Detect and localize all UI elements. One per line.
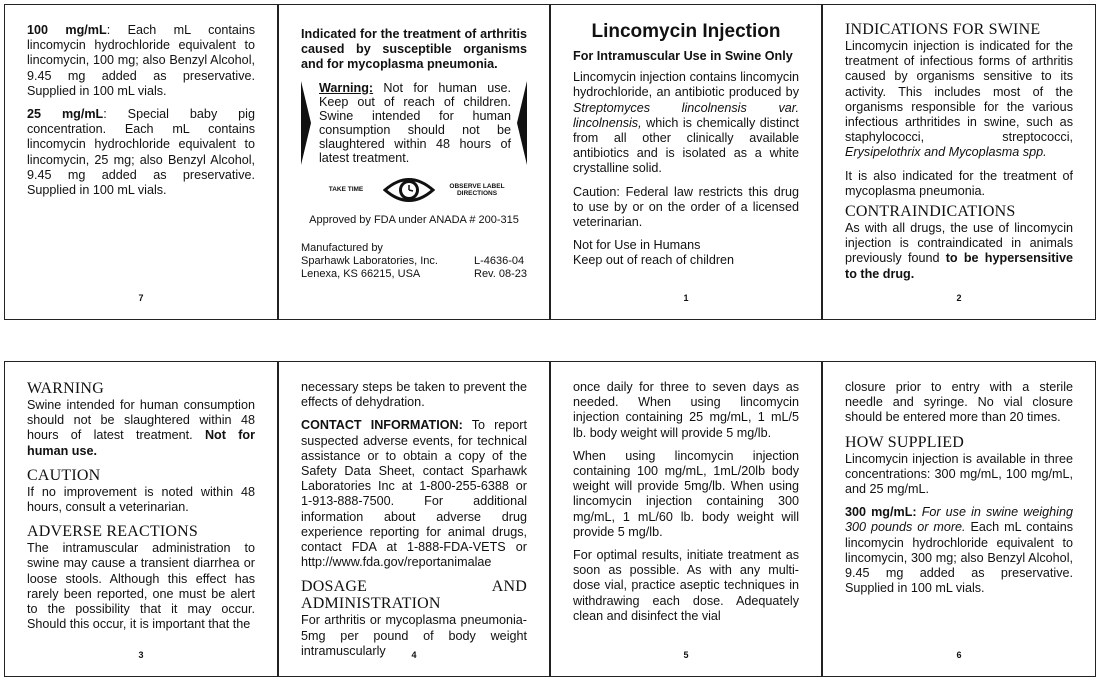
warning-right-arrow-icon bbox=[517, 81, 527, 165]
panel-7 bbox=[4, 4, 278, 320]
label-rev: Rev. 08-23 bbox=[474, 267, 527, 280]
contraindications-heading: CONTRAINDICATIONS bbox=[845, 203, 1016, 221]
panel-6 bbox=[822, 361, 1096, 677]
page-number: 4 bbox=[411, 650, 417, 660]
how-supplied-heading: HOW SUPPLIED bbox=[845, 433, 965, 451]
ind-a: Lincomycin injection is indicated for the treatment of infectious forms of arthritis caused by organisms sensitive to its activity. This includes most of the organisms responsible for the various infectious arthritides in swine, such as staphylococci, streptococci, bbox=[845, 39, 1073, 145]
adverse-heading: ADVERSE REACTIONS bbox=[27, 523, 198, 541]
panel-5 bbox=[550, 361, 822, 677]
conc-100-para bbox=[27, 23, 255, 99]
panel-7-content bbox=[27, 23, 255, 206]
contact-lead: CONTACT INFORMATION: bbox=[301, 418, 463, 433]
product-title: Lincomycin Injection bbox=[591, 21, 781, 42]
caution-heading: CAUTION bbox=[27, 466, 101, 484]
label-code-block bbox=[474, 242, 527, 281]
conc-300-lead: 300 mg/mL bbox=[845, 505, 913, 520]
dosage-para: For arthritis or mycoplasma pneumonia-5mg per pound of body weight intramuscularly bbox=[301, 613, 527, 658]
dehydration-para: necessary steps be taken to prevent the effects of dehydration. bbox=[301, 380, 527, 410]
warn-text: Swine intended for human consumption should not be slaughtered within 48 hours of latest treatment. bbox=[27, 398, 255, 443]
manufacturer-address bbox=[301, 242, 438, 281]
desc-a: Lincomycin injection contains lincomycin hydrochloride, an antibiotic produced by bbox=[573, 70, 799, 100]
mfg-name: Sparhawk Laboratories, Inc. bbox=[301, 254, 438, 267]
page-number: 5 bbox=[683, 650, 689, 660]
conc-100-lead: 100 mg/mL bbox=[27, 23, 107, 37]
conc-300-text: Each mL contains lincomycin hydrochloride equivalent to lincomycin, 300 mg; also Benzyl Alcohol, 9.45 mg added as preservative. Supplied in 100 mL vials. bbox=[845, 520, 1074, 596]
conc-25-lead: 25 mg/mL bbox=[27, 107, 104, 122]
observe-label-graphic bbox=[301, 175, 527, 205]
panel-3-content bbox=[27, 380, 255, 640]
conc-25-para bbox=[27, 107, 255, 198]
contraindications-para bbox=[845, 221, 1073, 282]
indicated-text: Indicated for the treatment of arthritis caused by susceptible organisms and for mycoplasma pneumonia. bbox=[301, 27, 527, 72]
panel-2 bbox=[822, 4, 1096, 320]
label-code: L-4636-04 bbox=[474, 254, 525, 267]
warning-para bbox=[27, 398, 255, 459]
page-number: 6 bbox=[956, 650, 962, 660]
warning-body: Not for human use. Keep out of reach of children. Swine intended for human consumption should not be slaughtered within 48 hours of latest treatment. bbox=[319, 80, 511, 165]
conc-25-text: : Special baby pig concentration. Each mL contains lincomycin hydrochloride equivalent to lincomycin, 25 mg; also Benzyl Alcohol, 9.45 mg added as preservative. Supplied in 100 mL vials. bbox=[27, 107, 255, 198]
panel-4-content bbox=[301, 380, 527, 667]
not-for-humans: Not for Use in Humans bbox=[573, 238, 701, 253]
desc-b: which is chemically distinct from all other clinically available antibiotics and is isolated as a white crystalline solid. bbox=[573, 115, 799, 176]
warning-left-arrow-icon bbox=[301, 81, 311, 165]
contact-text: To report suspected adverse events, for technical assistance or to obtain a copy of the Safety Data Sheet, contact Sparhawk Laboratories Inc at 1-800-255-6388 or 1-913-888-7500. For additional information about adverse drug experience reporting for animal drugs, contact FDA at 1-888-FDA-VETS or http://www.fda.gov/reportanimalae bbox=[301, 418, 527, 570]
contra-a: As with all drugs, the use of lincomycin injection is contraindicated in animals previously found bbox=[845, 221, 1073, 266]
fda-approval: Approved by FDA under ANADA # 200-315 bbox=[309, 213, 519, 226]
conc-300-italic: For use in swine weighing 300 pounds or more. bbox=[845, 505, 1073, 535]
caution-para: If no improvement is noted within 48 hours, consult a veterinarian. bbox=[27, 484, 255, 515]
optimal-results-para: For optimal results, initiate treatment as soon as possible. As with any multi-dose vial, practice aseptic techniques in withdrawing each dose. Adequately clean and disinfect the vial bbox=[573, 548, 799, 623]
eye-clock-icon bbox=[383, 175, 435, 205]
panel-1-content bbox=[573, 21, 799, 269]
page-number: 7 bbox=[138, 293, 144, 303]
product-subtitle: For Intramuscular Use in Swine Only bbox=[573, 49, 793, 63]
warning-text bbox=[319, 81, 511, 165]
indications-pneumonia: It is also indicated for the treatment of mycoplasma pneumonia. bbox=[845, 168, 1073, 198]
observe-label: OBSERVE LABEL DIRECTIONS bbox=[449, 182, 505, 197]
indications-heading: INDICATIONS FOR SWINE bbox=[845, 21, 1041, 38]
panel-1 bbox=[550, 4, 822, 320]
conc-100-text: : Each mL contains lincomycin hydrochloride equivalent to lincomycin, 100 mg; also Benzyl Alcohol, 9.45 mg added as preservative. Supplied in 100 mL vials. bbox=[27, 23, 255, 98]
warn-bold: Not for human use. bbox=[27, 428, 255, 458]
description-para bbox=[573, 70, 799, 176]
conc-300-colon: : bbox=[912, 505, 922, 520]
panel-8 bbox=[278, 4, 550, 320]
manufacturer-block bbox=[301, 242, 527, 281]
dosage-heading: DOSAGE AND ADMINISTRATION bbox=[301, 578, 527, 613]
indications-para bbox=[845, 39, 1073, 161]
panel-2-content bbox=[845, 21, 1073, 290]
dosage-25-para: once daily for three to seven days as needed. When using lincomycin injection containing 25 mg/mL, 1 mL/5 lb. body weight will provide 5 mg/lb. bbox=[573, 380, 799, 440]
page-number: 1 bbox=[683, 293, 689, 303]
how-supplied-para: Lincomycin injection is available in three concentrations: 300 mg/mL, 100 mg/mL, and 25 mg/mL. bbox=[845, 451, 1073, 497]
warning-lead: Warning: bbox=[319, 80, 374, 95]
desc-organism: Streptomyces lincolnensis var. lincolnensis, bbox=[573, 100, 799, 130]
adverse-para: The intramuscular administration to swine may cause a transient diarrhea or loose stools. Although this effect has rarely been reported, one must be alert to the possibility that it may occur. Should this occur, it is important that the bbox=[27, 541, 255, 632]
page-number: 2 bbox=[956, 293, 962, 303]
ind-organisms: Erysipelothrix and Mycoplasma spp. bbox=[845, 145, 1047, 160]
take-time-label: TAKE TIME bbox=[328, 186, 364, 194]
dosage-100-300-para: When using lincomycin injection containing 100 mg/mL, 1mL/20lb body weight will provide 5mg/lb. When using lincomycin injection containing 300 mg/mL, 1 mL/60 lb. body weight will provide 5 mg/lb. bbox=[573, 448, 799, 539]
contact-para bbox=[301, 418, 527, 570]
page-number: 3 bbox=[138, 650, 144, 660]
warning-heading: WARNING bbox=[27, 380, 104, 397]
panel-5-content bbox=[573, 380, 799, 632]
mfg-city: Lenexa, KS 66215, USA bbox=[301, 267, 421, 280]
panel-3 bbox=[4, 361, 278, 677]
keep-out-reach: Keep out of reach of children bbox=[573, 253, 735, 268]
panel-4 bbox=[278, 361, 550, 677]
panel-6-content bbox=[845, 380, 1073, 604]
contra-b: to be hypersensitive to the drug. bbox=[845, 251, 1073, 281]
conc-300-para bbox=[845, 505, 1073, 596]
panel-8-content bbox=[301, 27, 527, 281]
mfg-by: Manufactured by bbox=[301, 241, 383, 254]
warning-box bbox=[301, 81, 527, 165]
caution-federal: Caution: Federal law restricts this drug to use by or on the order of a licensed veterinarian. bbox=[573, 184, 799, 230]
closure-para: closure prior to entry with a sterile needle and syringe. No vial closure should be entered more than 20 times. bbox=[845, 380, 1073, 425]
